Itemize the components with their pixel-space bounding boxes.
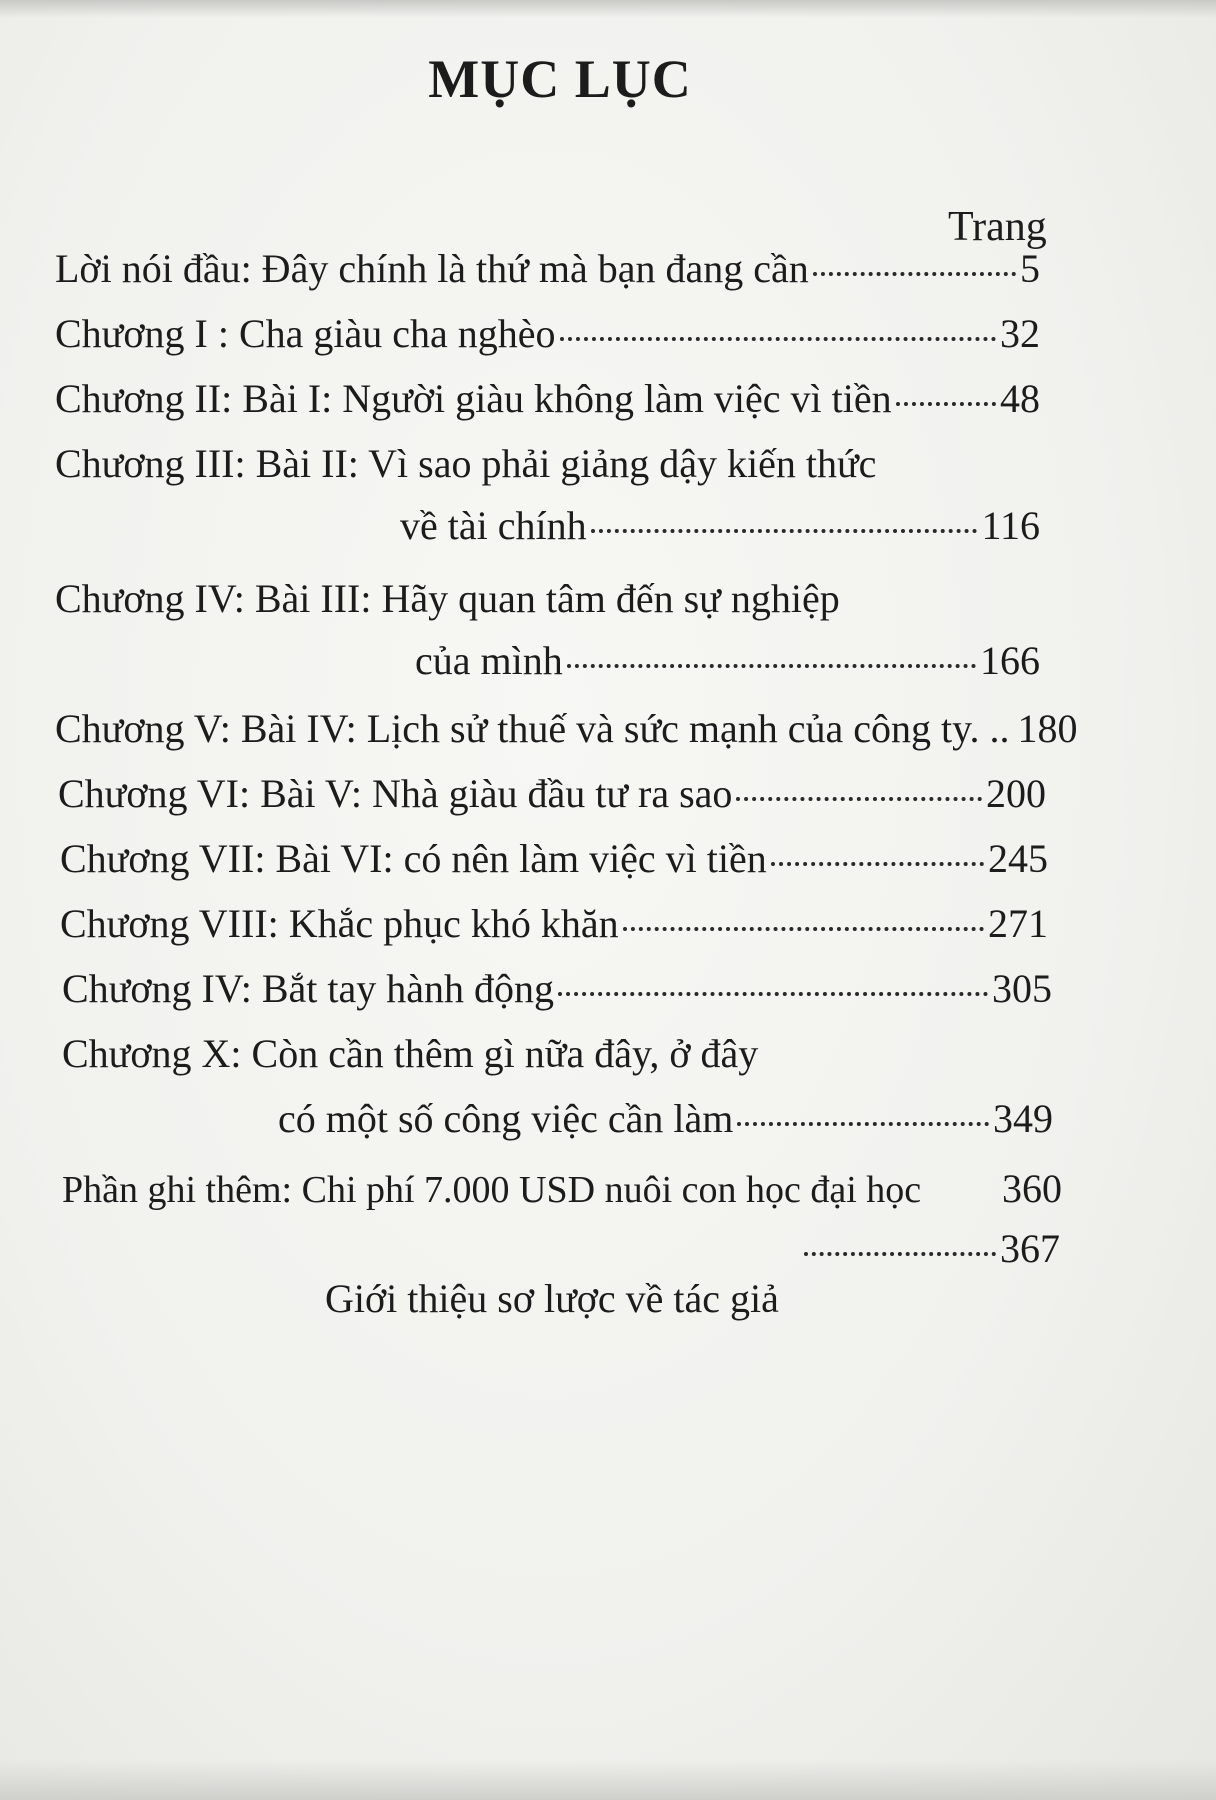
toc-entry-title: của mình <box>415 638 563 683</box>
dot-leader <box>558 992 988 996</box>
page-bottom-edge <box>0 1760 1216 1800</box>
toc-entry-title: Chương V: Bài IV: Lịch sử thuế và sức mạnh của công ty. .. <box>55 706 1010 751</box>
page-column-header: Trang <box>948 204 1047 250</box>
toc-entry-page: 367 <box>1000 1226 1060 1271</box>
toc-entry-title: Chương VI: Bài V: Nhà giàu đầu tư ra sao <box>58 771 733 816</box>
toc-entry-title: Chương VII: Bài VI: có nên làm việc vì tiền <box>60 836 767 881</box>
toc-entry-page: 116 <box>981 503 1040 548</box>
dot-leader <box>737 1122 989 1126</box>
page-title: MỤC LỤC <box>428 49 692 109</box>
toc-entry-chapter-7[interactable] <box>60 835 1048 882</box>
toc-entry-page: 245 <box>988 836 1048 881</box>
toc-entry-title: Chương IV: Bắt tay hành động <box>62 966 555 1011</box>
toc-entry-chapter-6[interactable] <box>58 770 1046 817</box>
dot-leader <box>896 402 996 406</box>
toc-entry-preface[interactable] <box>55 245 1040 292</box>
toc-entry-title: Lời nói đầu: Đây chính là thứ mà bạn đang cần <box>55 246 809 291</box>
toc-entry-page: 360 <box>1002 1166 1062 1211</box>
toc-entry-chapter-10[interactable] <box>278 1095 1053 1142</box>
toc-entry-title: Chương I : Cha giàu cha nghèo <box>55 311 556 356</box>
dot-leader <box>804 1252 996 1256</box>
toc-entry-chapter-9[interactable] <box>62 965 1052 1012</box>
toc-entry-chapter-3-line1: Chương III: Bài II: Vì sao phải giảng dậy kiến thức <box>55 441 877 486</box>
toc-entry-chapter-8[interactable] <box>60 900 1048 947</box>
toc-entry-title: về tài chính <box>400 503 587 548</box>
dot-leader <box>560 337 996 341</box>
toc-entry-chapter-5[interactable] <box>55 705 1078 752</box>
dot-leader <box>567 664 976 668</box>
toc-entry-page: 349 <box>993 1096 1053 1141</box>
dot-leader <box>813 272 1016 276</box>
toc-entry-page: 32 <box>1000 311 1040 356</box>
toc-entry-author: Giới thiệu sơ lược về tác giả <box>325 1276 779 1321</box>
toc-entry-chapter-1[interactable] <box>55 310 1040 357</box>
dot-leader <box>623 927 984 931</box>
toc-entry-page: 305 <box>992 966 1052 1011</box>
toc-entry-page: 48 <box>1000 376 1040 421</box>
toc-entry-chapter-4-line1: Chương IV: Bài III: Hãy quan tâm đến sự nghiệp <box>55 576 840 621</box>
toc-entry-chapter-10-line1: Chương X: Còn cần thêm gì nữa đây, ở đây <box>62 1031 759 1076</box>
toc-entry-chapter-4[interactable] <box>415 637 1040 684</box>
toc-entry-chapter-2[interactable] <box>55 375 1040 422</box>
toc-entry-page: 166 <box>980 638 1040 683</box>
toc-entry-title: Phần ghi thêm: Chi phí 7.000 USD nuôi con học đại học <box>62 1169 922 1211</box>
toc-entry-author-leader[interactable] <box>800 1225 1060 1272</box>
toc-entry-page: 180 <box>1017 706 1078 751</box>
dot-leader <box>771 862 984 866</box>
toc-entry-chapter-3[interactable] <box>400 502 1040 549</box>
page-top-edge <box>0 0 1216 18</box>
toc-entry-appendix[interactable] <box>62 1165 1062 1212</box>
toc-entry-page: 271 <box>988 901 1048 946</box>
dot-leader <box>591 529 978 533</box>
toc-entry-title: có một số công việc cần làm <box>278 1096 734 1141</box>
toc-entry-title: Chương II: Bài I: Người giàu không làm việc vì tiền <box>55 376 892 421</box>
toc-entry-page: 200 <box>986 771 1046 816</box>
toc-entry-title: Chương VIII: Khắc phục khó khăn <box>60 901 619 946</box>
dot-leader <box>736 797 982 801</box>
toc-entry-page: 5 <box>1020 246 1040 291</box>
